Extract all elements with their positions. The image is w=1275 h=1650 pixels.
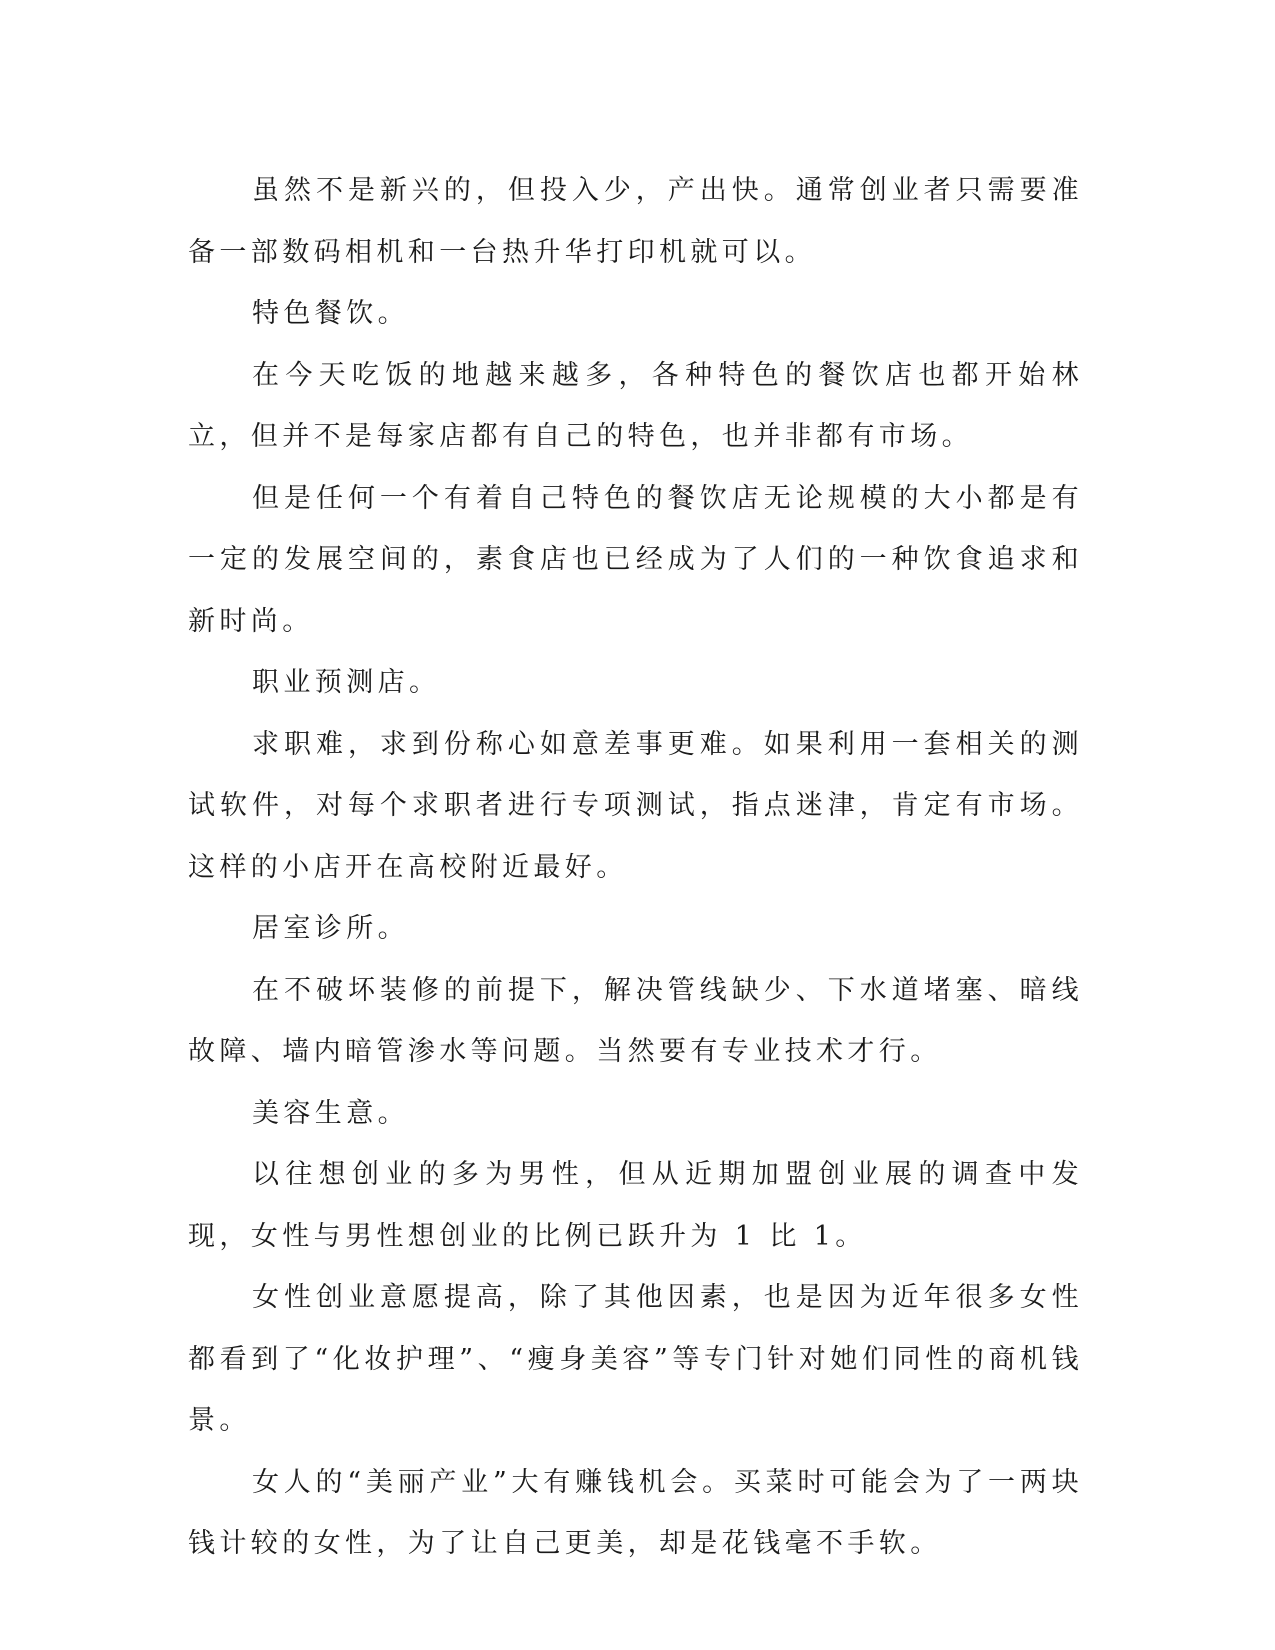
document-body xyxy=(188,160,1083,1575)
paragraph: 在不破坏装修的前提下，解决管线缺少、下水道堵塞、暗线故障、墙内暗管渗水等问题。当然要有专业技术才行。 xyxy=(188,974,1083,1067)
paragraph: 求职难，求到份称心如意差事更难。如果利用一套相关的测试软件，对每个求职者进行专项测试，指点迷津，肯定有市场。这样的小店开在高校附近最好。 xyxy=(188,728,1083,883)
paragraph: 女人的“美丽产业”大有赚钱机会。买菜时可能会为了一两块钱计较的女性，为了让自己更美，却是花钱毫不手软。 xyxy=(188,1466,1083,1559)
paragraph: 以往想创业的多为男性，但从近期加盟创业展的调查中发现，女性与男性想创业的比例已跃升为 1 比 1。 xyxy=(188,1159,1083,1252)
section-heading: 职业预测店。 xyxy=(252,667,441,698)
paragraph: 虽然不是新兴的，但投入少，产出快。通常创业者只需要准备一部数码相机和一台热升华打印机就可以。 xyxy=(188,175,1083,268)
section-heading: 特色餐饮。 xyxy=(252,298,409,329)
paragraph: 但是任何一个有着自己特色的餐饮店无论规模的大小都是有一定的发展空间的，素食店也已经成为了人们的一种饮食追求和新时尚。 xyxy=(188,482,1083,637)
paragraph: 女性创业意愿提高，除了其他因素，也是因为近年很多女性都看到了“化妆护理”、“瘦身美容”等专门针对她们同性的商机钱景。 xyxy=(188,1282,1083,1436)
section-heading: 居室诊所。 xyxy=(252,913,409,944)
section-heading: 美容生意。 xyxy=(252,1097,409,1129)
paragraph: 在今天吃饭的地越来越多，各种特色的餐饮店也都开始林立，但并不是每家店都有自己的特色，也并非都有市场。 xyxy=(188,359,1083,452)
